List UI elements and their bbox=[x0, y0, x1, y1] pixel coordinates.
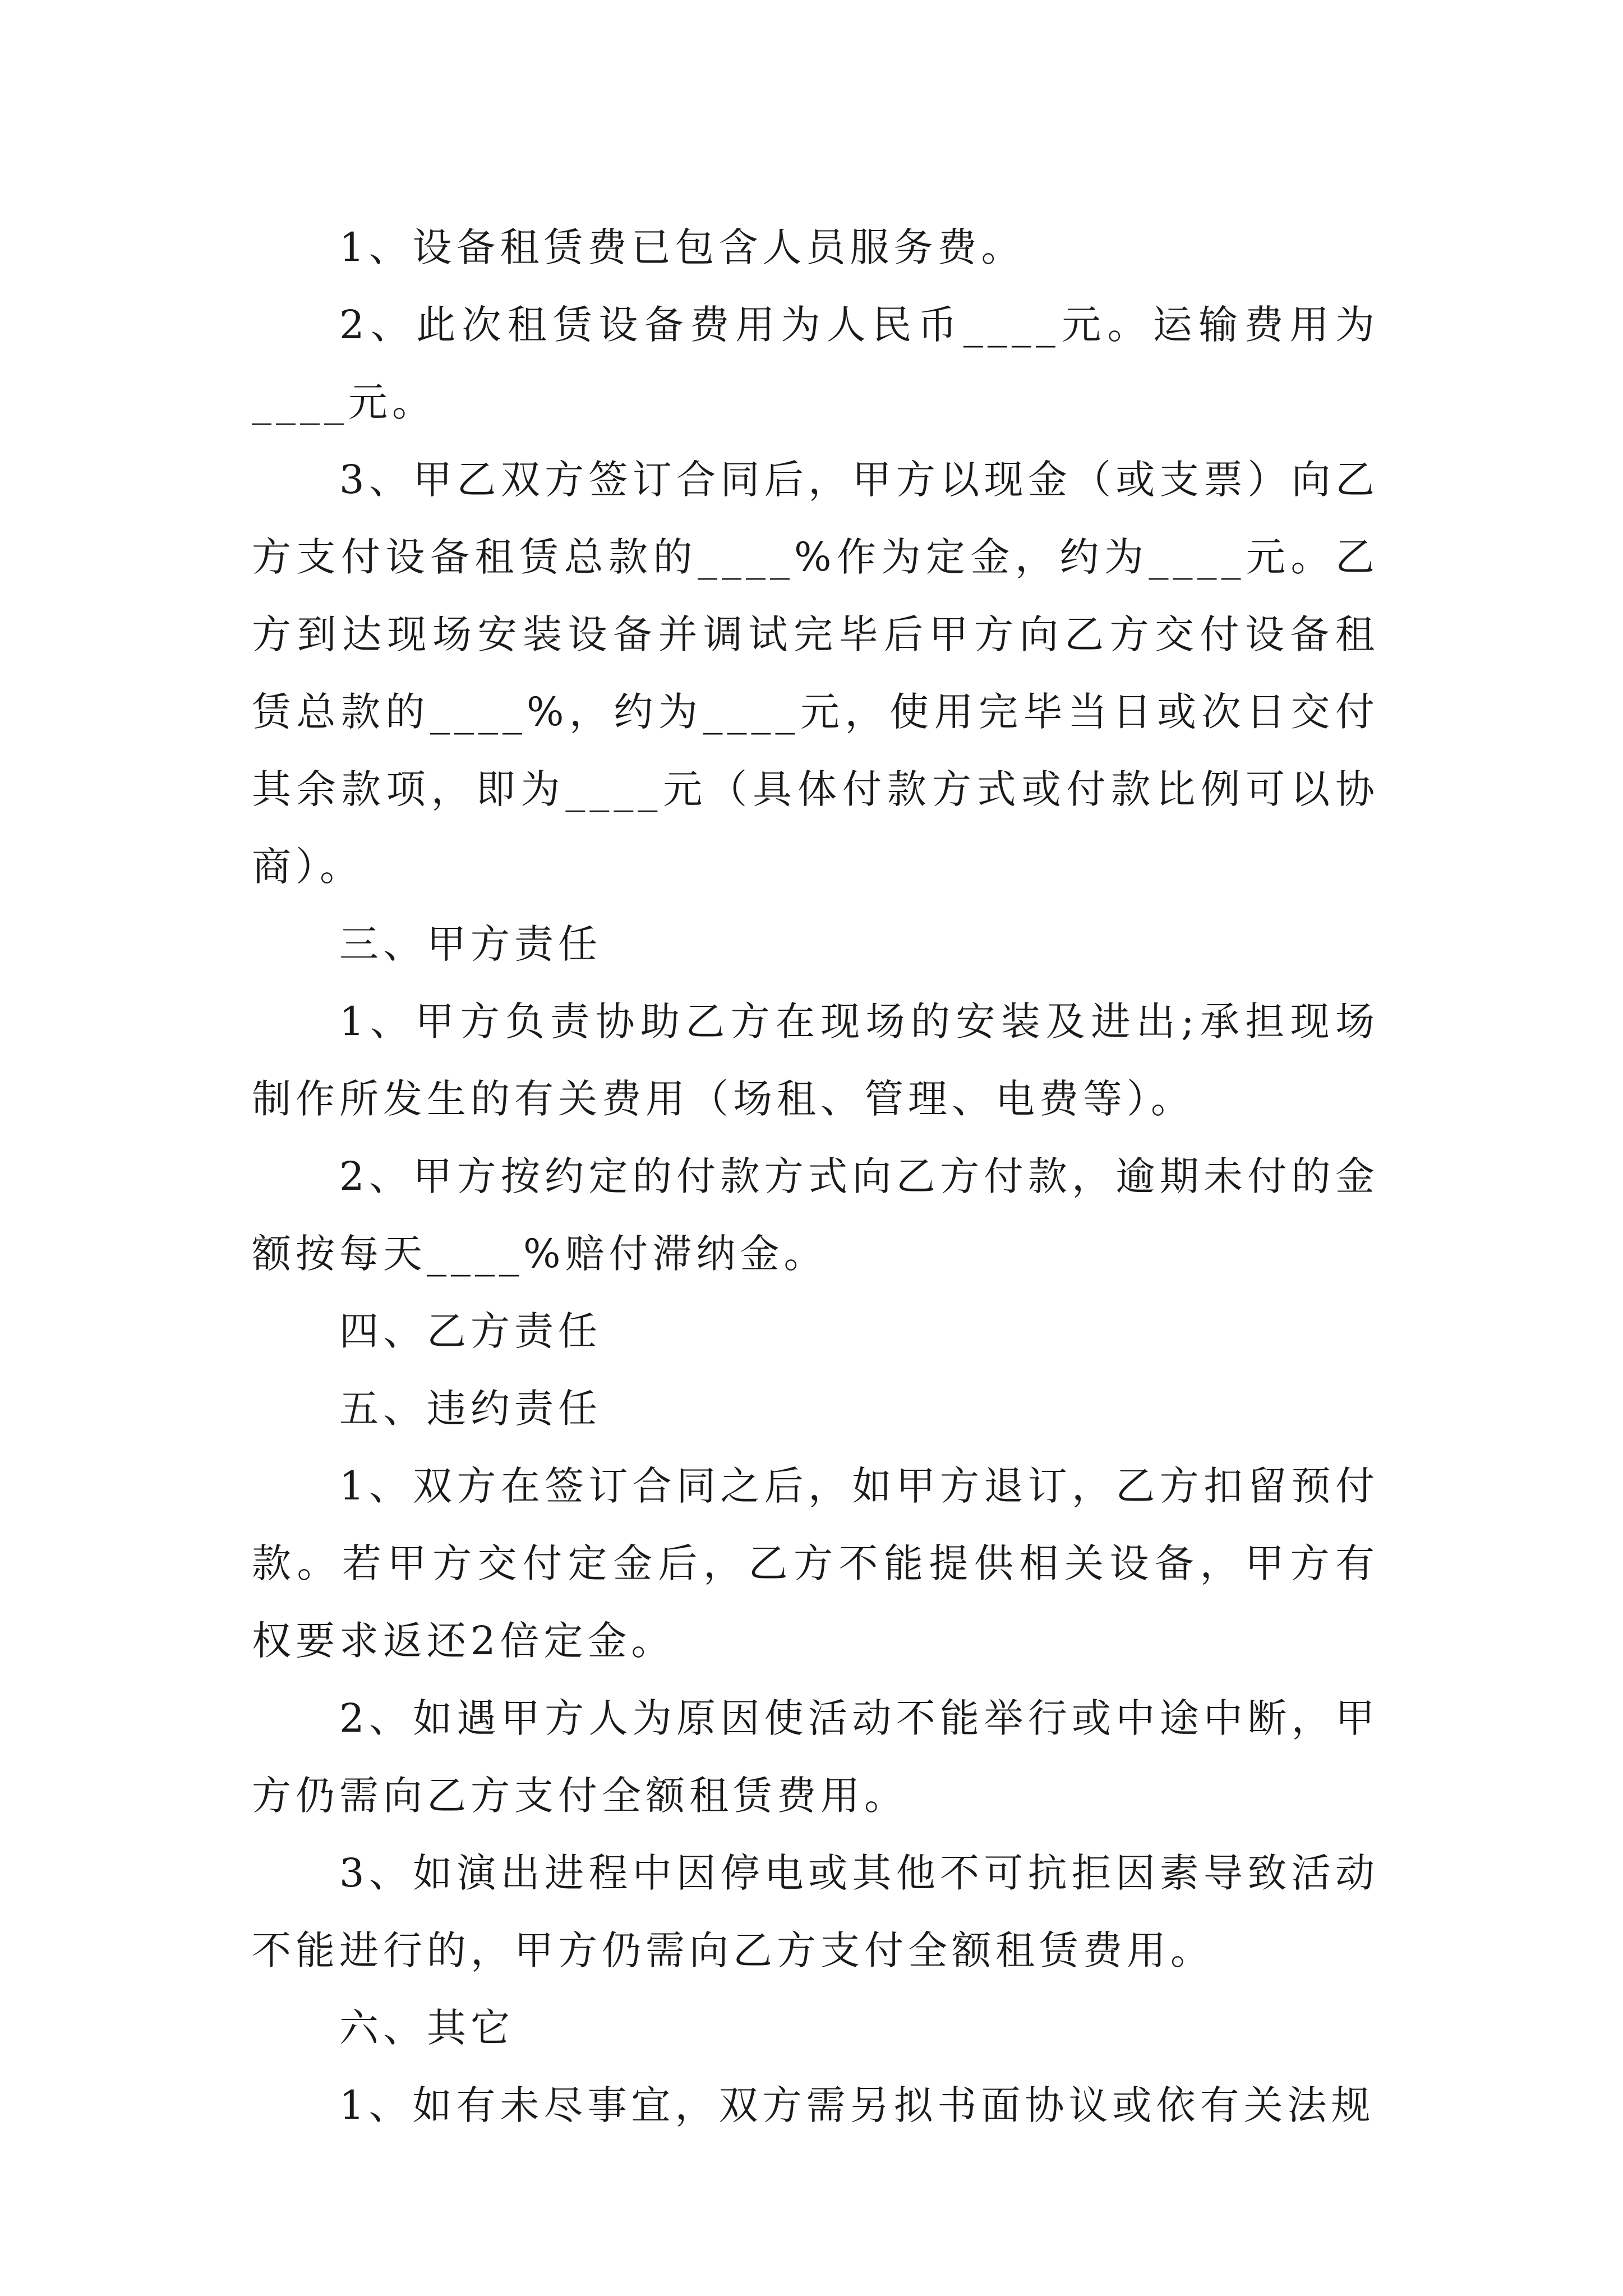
clause-breach-cancel: 1、双方在签订合同之后，如甲方退订，乙方扣留预付款。若甲方交付定金后，乙方不能提供相关设备，甲方有权要求返还2倍定金。 bbox=[252, 1463, 1379, 1664]
section-heading-party-a: 三、甲方责任 bbox=[339, 921, 602, 967]
clause-other-unresolved: 1、如有未尽事宜，双方需另拟书面协议或依有关法规 bbox=[339, 2082, 1375, 2128]
section-heading-party-b: 四、乙方责任 bbox=[339, 1308, 602, 1354]
document-body bbox=[252, 209, 1379, 2144]
section-heading-breach: 五、违约责任 bbox=[339, 1386, 602, 1432]
clause-breach-interruption: 2、如遇甲方人为原因使活动不能举行或中途中断，甲方仍需向乙方支付全额租赁费用。 bbox=[252, 1695, 1379, 1819]
clause-party-a-assist: 1、甲方负责协助乙方在现场的安装及进出;承担现场制作所发生的有关费用（场租、管理、电费等）。 bbox=[252, 999, 1379, 1122]
clause-fee-includes-service: 1、设备租赁费已包含人员服务费。 bbox=[339, 224, 1025, 270]
clause-breach-force-majeure: 3、如演出进程中因停电或其他不可抗拒因素导致活动不能进行的，甲方仍需向乙方支付全额租赁费用。 bbox=[252, 1850, 1379, 1973]
clause-payment-terms: 3、甲乙双方签订合同后，甲方以现金（或支票）向乙方支付设备租赁总款的____%作为定金，约为____元。乙方到达现场安装设备并调试完毕后甲方向乙方交付设备租赁总款的____%，约为____元，使用完毕当日或次日交付其余款项，即为____元（具体付款方式或付款比例可以协商）。 bbox=[252, 457, 1379, 890]
section-heading-other: 六、其它 bbox=[339, 2005, 514, 2051]
clause-party-a-payment: 2、甲方按约定的付款方式向乙方付款，逾期未付的金额按每天____%赔付滞纳金。 bbox=[252, 1153, 1379, 1277]
clause-fee-amount: 2、此次租赁设备费用为人民币____元。运输费用为____元。 bbox=[252, 302, 1379, 425]
